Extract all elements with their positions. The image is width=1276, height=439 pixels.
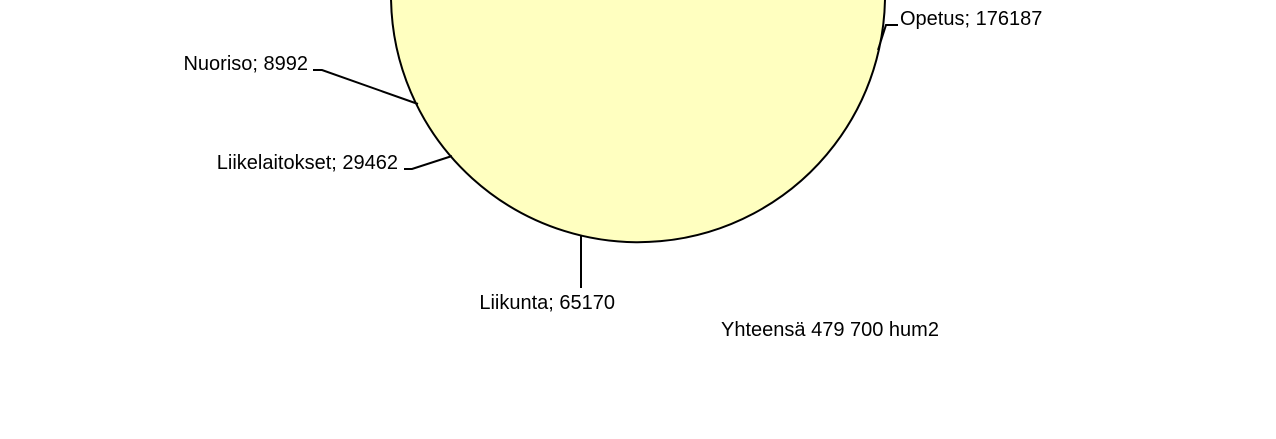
slice-label-nuoriso: Nuoriso; 8992 [183,53,308,75]
pie-slices [391,0,885,242]
leader-line-nuoriso [313,70,418,104]
slice-label-liikelaitokset: Liikelaitokset; 29462 [216,152,398,174]
leader-line-liikelaitokset [404,156,452,169]
total-annotation: Yhteensä 479 700 hum2 [721,319,939,341]
slice-label-liikunta: Liikunta; 65170 [479,292,615,314]
pie-slice-opetus [391,0,885,242]
slice-label-opetus: Opetus; 176187 [900,8,1043,30]
